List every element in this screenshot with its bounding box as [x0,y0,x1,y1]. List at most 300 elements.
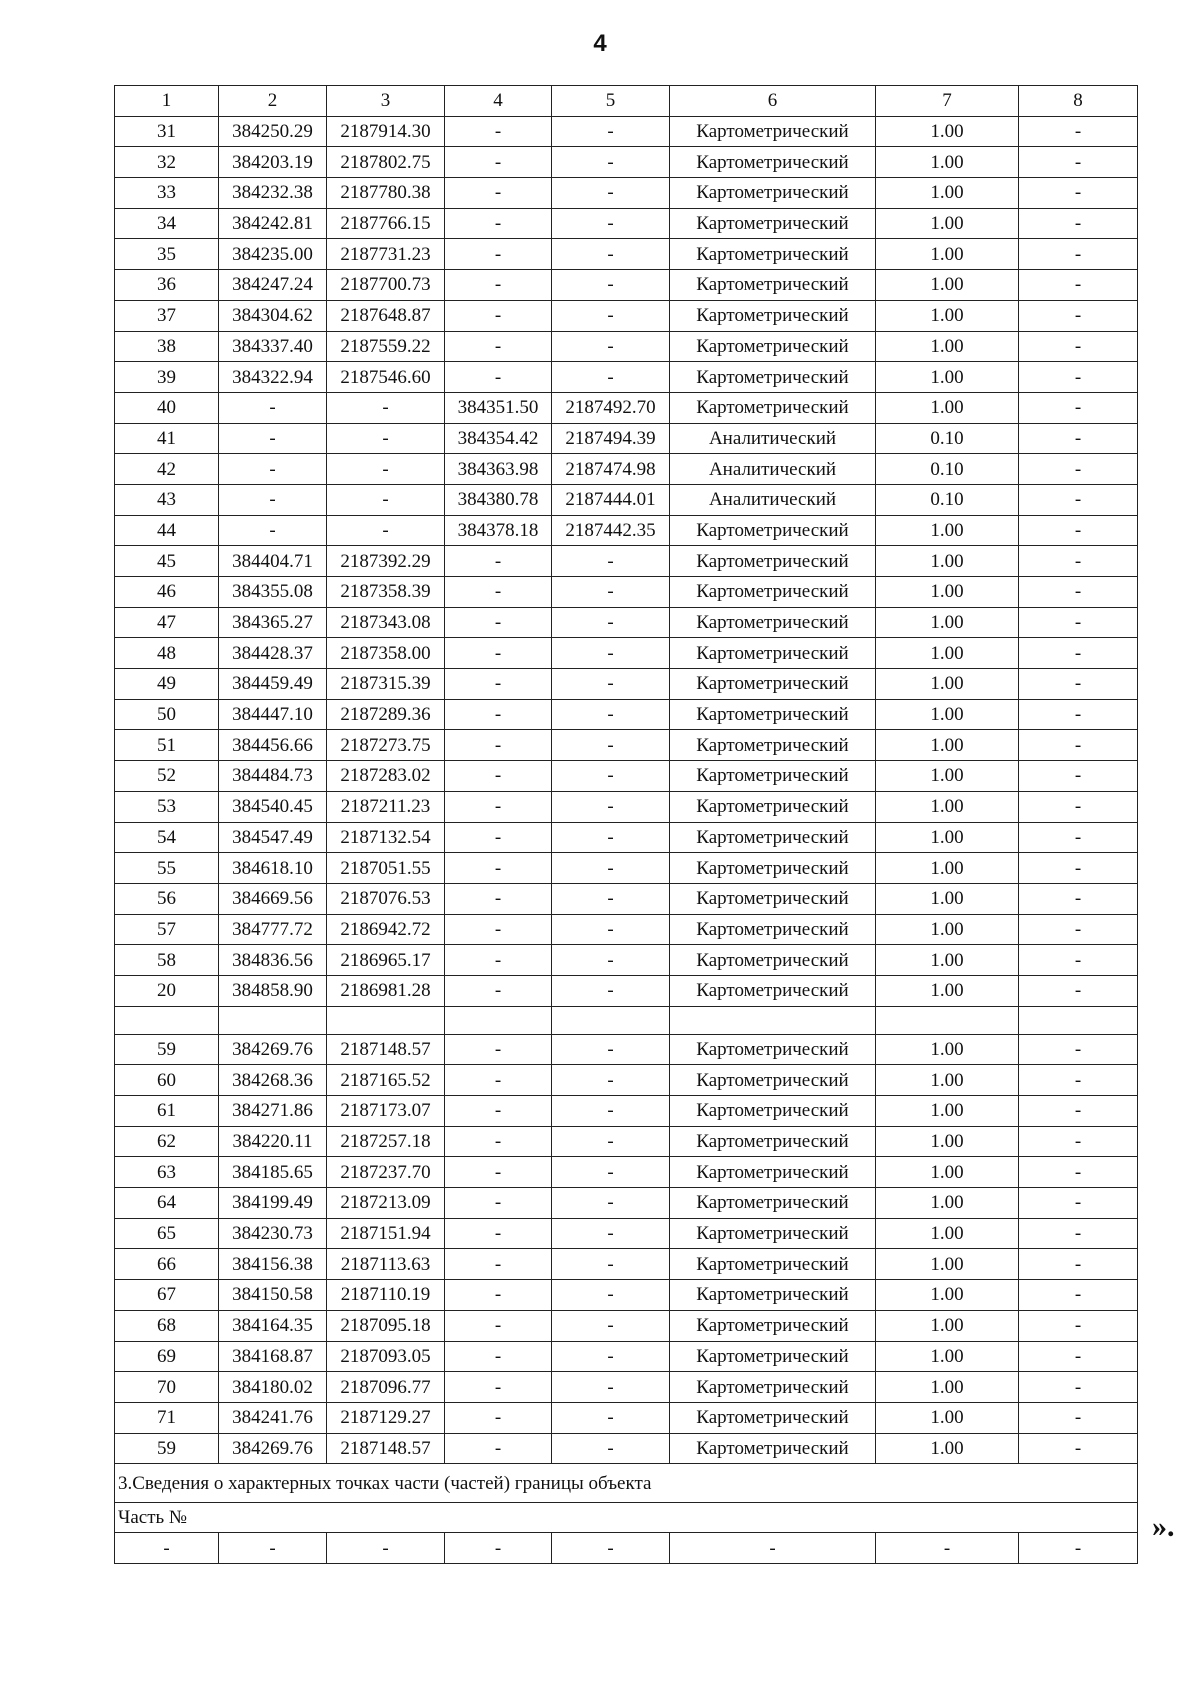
empty-part-row [115,1533,1138,1564]
table-cell: - [552,607,670,638]
table-cell: - [445,546,552,577]
table-cell: - [445,1433,552,1464]
table-cell: 68 [115,1310,219,1341]
table-cell: 384669.56 [219,883,327,914]
table-cell: 2187237.70 [327,1157,445,1188]
table-cell: - [1019,208,1138,239]
table-row [115,1218,1138,1249]
table-cell: 1.00 [876,147,1019,178]
table-cell: - [1019,1126,1138,1157]
table-cell: - [552,1372,670,1403]
table-cell: 20 [115,975,219,1006]
table-cell: - [552,730,670,761]
table-cell: Картометрический [670,607,876,638]
table-cell: - [1019,362,1138,393]
table-cell: - [445,1372,552,1403]
table-cell: 384459.49 [219,669,327,700]
table-cell: 31 [115,116,219,147]
table-cell: - [552,1249,670,1280]
table-cell: - [552,147,670,178]
table-cell: - [445,1188,552,1219]
table-cell: Картометрический [670,669,876,700]
header-cell: 1 [115,86,219,117]
table-cell: 1.00 [876,699,1019,730]
table-cell: - [445,1310,552,1341]
table-row [115,1280,1138,1311]
table-cell: - [1019,730,1138,761]
table-cell: 2187213.09 [327,1188,445,1219]
table-row [115,945,1138,976]
table-cell: 62 [115,1126,219,1157]
table-cell: - [327,392,445,423]
table-cell: 49 [115,669,219,700]
table-cell: - [1019,638,1138,669]
table-cell: 69 [115,1341,219,1372]
table-cell: 2187442.35 [552,515,670,546]
table-cell: 60 [115,1065,219,1096]
header-cell: 8 [1019,86,1138,117]
table-cell: 1.00 [876,116,1019,147]
table-cell: 2187392.29 [327,546,445,577]
header-cell: 5 [552,86,670,117]
table-cell: - [445,300,552,331]
table-row [115,914,1138,945]
table-cell: - [445,791,552,822]
table-cell: 2187358.39 [327,577,445,608]
table-row [115,116,1138,147]
table-cell: 1.00 [876,1341,1019,1372]
table-cell: 1.00 [876,1280,1019,1311]
table-cell: 384241.76 [219,1402,327,1433]
table-cell: 2187148.57 [327,1034,445,1065]
table-cell: - [1019,484,1138,515]
table-cell: Картометрический [670,822,876,853]
table-cell: - [445,761,552,792]
table-cell: Картометрический [670,1280,876,1311]
table-row [115,577,1138,608]
table-cell: - [1019,945,1138,976]
table-cell: 384220.11 [219,1126,327,1157]
table-cell: 42 [115,454,219,485]
table-cell: 1.00 [876,791,1019,822]
table-cell: 2187289.36 [327,699,445,730]
table-cell: - [219,454,327,485]
table-cell: 384777.72 [219,914,327,945]
table-row [115,484,1138,515]
page-number: 4 [593,30,607,57]
part-label: Часть № [115,1503,1138,1533]
table-cell: 1.00 [876,270,1019,301]
table-cell: - [327,423,445,454]
table-cell: - [115,1533,219,1564]
table-cell: Картометрический [670,1034,876,1065]
table-cell: 2187546.60 [327,362,445,393]
table-cell: 2187173.07 [327,1096,445,1127]
table-cell: 0.10 [876,484,1019,515]
table-row [115,730,1138,761]
table-cell: 2186965.17 [327,945,445,976]
table-row [115,791,1138,822]
section-title-row [115,1464,1138,1503]
table-cell: 384156.38 [219,1249,327,1280]
closing-quote-mark: ». [1152,1510,1175,1543]
table-cell: - [1019,791,1138,822]
table-cell: 1.00 [876,577,1019,608]
table-cell: 2187051.55 [327,853,445,884]
table-cell: 384354.42 [445,423,552,454]
table-cell: Картометрический [670,270,876,301]
table-cell: 65 [115,1218,219,1249]
table-cell [552,1006,670,1034]
table-row [115,208,1138,239]
table-cell: Картометрический [670,1372,876,1403]
table-cell: - [552,1065,670,1096]
table-body [115,86,1138,1564]
table-cell: - [445,1249,552,1280]
table-cell: 2187780.38 [327,178,445,209]
table-cell: - [219,484,327,515]
table-cell: - [1019,300,1138,331]
table-cell: - [1019,1065,1138,1096]
table-cell: Картометрический [670,239,876,270]
table-cell: 384540.45 [219,791,327,822]
table-cell: 1.00 [876,975,1019,1006]
table-cell: 384242.81 [219,208,327,239]
table-cell: 2187315.39 [327,669,445,700]
table-cell: - [1019,669,1138,700]
table-row [115,1310,1138,1341]
table-cell: - [1019,1157,1138,1188]
table-row [115,331,1138,362]
table-cell: 384322.94 [219,362,327,393]
table-cell: 384180.02 [219,1372,327,1403]
table-cell: - [1019,147,1138,178]
table-cell: - [552,1157,670,1188]
table-cell: - [552,546,670,577]
table-cell: 1.00 [876,1034,1019,1065]
table-cell: 384199.49 [219,1188,327,1219]
table-cell: - [1019,423,1138,454]
table-cell: - [1019,116,1138,147]
table-cell: Аналитический [670,423,876,454]
table-cell: - [552,883,670,914]
table-row [115,423,1138,454]
table-cell: 1.00 [876,638,1019,669]
table-row [115,1157,1138,1188]
table-cell: 384456.66 [219,730,327,761]
table-cell: - [1019,914,1138,945]
table-cell: - [1019,577,1138,608]
table-cell: 1.00 [876,853,1019,884]
table-cell: 384230.73 [219,1218,327,1249]
table-cell: 1.00 [876,1372,1019,1403]
table-cell: 2187096.77 [327,1372,445,1403]
table-cell: Картометрический [670,914,876,945]
table-cell: 384378.18 [445,515,552,546]
table-cell: 1.00 [876,239,1019,270]
table-cell: 2187700.73 [327,270,445,301]
table-cell: 1.00 [876,1402,1019,1433]
table-row [115,1126,1138,1157]
table-cell: - [552,1402,670,1433]
table-row [115,239,1138,270]
table-cell: - [1019,699,1138,730]
table-row [115,1096,1138,1127]
table-cell: 38 [115,331,219,362]
header-cell: 7 [876,86,1019,117]
table-cell: Картометрический [670,577,876,608]
table-cell [115,1006,219,1034]
table-cell: - [552,116,670,147]
table-cell: 36 [115,270,219,301]
table-cell: 2187802.75 [327,147,445,178]
table-cell: 2187211.23 [327,791,445,822]
table-cell: - [445,178,552,209]
table-cell: 384355.08 [219,577,327,608]
table-cell: - [1019,546,1138,577]
table-cell: - [445,607,552,638]
table-cell: - [552,1218,670,1249]
table-cell [876,1006,1019,1034]
table-cell: - [445,1034,552,1065]
table-cell: 63 [115,1157,219,1188]
table-cell: 1.00 [876,362,1019,393]
table-cell [219,1006,327,1034]
table-cell: 1.00 [876,300,1019,331]
table-cell: Картометрический [670,362,876,393]
table-cell: 1.00 [876,883,1019,914]
table-cell: - [552,1280,670,1311]
table-cell: 384235.00 [219,239,327,270]
table-cell: 384304.62 [219,300,327,331]
table-row [115,1402,1138,1433]
table-cell: 384164.35 [219,1310,327,1341]
table-cell: - [445,638,552,669]
table-cell: Аналитический [670,484,876,515]
table-cell: Картометрический [670,116,876,147]
table-cell: 1.00 [876,208,1019,239]
table-row [115,1188,1138,1219]
table-row [115,270,1138,301]
table-cell: 2187132.54 [327,822,445,853]
coordinates-table [114,85,1138,1564]
table-cell: - [219,1533,327,1564]
table-cell: - [445,1280,552,1311]
table-cell: 2187165.52 [327,1065,445,1096]
table-row [115,638,1138,669]
table-row [115,1034,1138,1065]
table-cell: - [1019,1433,1138,1464]
table-cell: 2187914.30 [327,116,445,147]
table-cell: - [552,208,670,239]
table-row [115,699,1138,730]
table-cell: 1.00 [876,1249,1019,1280]
table-cell: Аналитический [670,454,876,485]
table-cell: Картометрический [670,761,876,792]
table-cell: Картометрический [670,945,876,976]
table-cell: - [445,331,552,362]
table-cell: 2186942.72 [327,914,445,945]
table-cell: 2187113.63 [327,1249,445,1280]
table-row [115,853,1138,884]
table-cell: - [552,914,670,945]
table-cell: - [552,270,670,301]
table-cell: Картометрический [670,1126,876,1157]
table-cell: Картометрический [670,208,876,239]
table-cell: 384269.76 [219,1034,327,1065]
table-cell: Картометрический [670,791,876,822]
table-row [115,1249,1138,1280]
table-cell: - [552,577,670,608]
table-cell: - [1019,1533,1138,1564]
table-cell: 384351.50 [445,392,552,423]
table-cell: 39 [115,362,219,393]
table-cell: 47 [115,607,219,638]
table-cell: - [445,362,552,393]
table-cell: 384484.73 [219,761,327,792]
table-row [115,822,1138,853]
table-row [115,300,1138,331]
table-cell: 54 [115,822,219,853]
table-cell: - [1019,1249,1138,1280]
table-cell: 32 [115,147,219,178]
table-cell: - [552,1310,670,1341]
table-cell: - [552,791,670,822]
table-cell: 2187129.27 [327,1402,445,1433]
table-cell: 52 [115,761,219,792]
table-cell: - [1019,1310,1138,1341]
table-cell: - [445,239,552,270]
table-cell: - [445,1157,552,1188]
table-cell: 384447.10 [219,699,327,730]
table-cell: - [1019,1188,1138,1219]
table-cell: 50 [115,699,219,730]
table-cell: 384547.49 [219,822,327,853]
table-cell: Картометрический [670,331,876,362]
table-cell: - [445,945,552,976]
table-cell: 46 [115,577,219,608]
table-cell [1019,1006,1138,1034]
table-cell: - [445,853,552,884]
table-cell: 384269.76 [219,1433,327,1464]
table-cell: - [445,1096,552,1127]
table-row [115,1372,1138,1403]
table-cell: 33 [115,178,219,209]
table-cell: - [1019,331,1138,362]
table-cell: 2187492.70 [552,392,670,423]
header-cell: 6 [670,86,876,117]
table-cell: 43 [115,484,219,515]
table-cell: - [1019,607,1138,638]
table-cell: 59 [115,1034,219,1065]
table-cell: - [1019,270,1138,301]
table-cell: 1.00 [876,1433,1019,1464]
table-cell: - [552,362,670,393]
table-cell: 2187358.00 [327,638,445,669]
table-cell: 1.00 [876,1310,1019,1341]
table-cell: 2187283.02 [327,761,445,792]
table-cell: 0.10 [876,454,1019,485]
table-cell: - [552,300,670,331]
table-cell: Картометрический [670,147,876,178]
table-cell: - [1019,1341,1138,1372]
table-cell: - [445,1065,552,1096]
table-cell: - [552,331,670,362]
table-cell: 2186981.28 [327,975,445,1006]
table-cell: 384250.29 [219,116,327,147]
table-cell: - [552,761,670,792]
table-cell: 1.00 [876,914,1019,945]
table-cell: - [445,669,552,700]
table-cell: 58 [115,945,219,976]
table-cell: - [1019,1218,1138,1249]
table-cell [670,1006,876,1034]
table-cell: 35 [115,239,219,270]
table-cell: 2187474.98 [552,454,670,485]
table-cell: Картометрический [670,638,876,669]
table-cell: 67 [115,1280,219,1311]
table-cell: - [1019,761,1138,792]
table-cell: 45 [115,546,219,577]
table-cell: - [445,699,552,730]
table-cell: 1.00 [876,1218,1019,1249]
header-cell: 2 [219,86,327,117]
table-cell: 2187559.22 [327,331,445,362]
table-cell: 34 [115,208,219,239]
table-cell: 71 [115,1402,219,1433]
table-cell: 384618.10 [219,853,327,884]
table-cell: 384185.65 [219,1157,327,1188]
table-cell: 61 [115,1096,219,1127]
table-cell: - [552,975,670,1006]
table-cell: - [1019,239,1138,270]
table-row [115,883,1138,914]
table-cell: 1.00 [876,1065,1019,1096]
table-cell: Картометрический [670,975,876,1006]
table-cell: 1.00 [876,546,1019,577]
table-row [115,362,1138,393]
table-cell: - [445,147,552,178]
table-cell: Картометрический [670,853,876,884]
table-row [115,1341,1138,1372]
table-cell: Картометрический [670,1157,876,1188]
table-cell: 2187444.01 [552,484,670,515]
table-cell: - [445,1533,552,1564]
table-cell: 2187151.94 [327,1218,445,1249]
table-cell: 384247.24 [219,270,327,301]
table-cell: 53 [115,791,219,822]
table-cell: - [670,1533,876,1564]
table-cell: 1.00 [876,1096,1019,1127]
table-cell: - [552,1341,670,1372]
table-cell: Картометрический [670,1188,876,1219]
table-row [115,607,1138,638]
table-cell: 384428.37 [219,638,327,669]
table-row [115,454,1138,485]
table-cell: - [445,883,552,914]
table-cell: Картометрический [670,1341,876,1372]
table-cell: Картометрический [670,515,876,546]
table-cell: - [219,392,327,423]
table-cell: - [1019,1372,1138,1403]
table-cell: 2187343.08 [327,607,445,638]
table-cell: 66 [115,1249,219,1280]
table-cell: - [1019,853,1138,884]
table-cell: 40 [115,392,219,423]
table-cell: 384858.90 [219,975,327,1006]
table-cell: - [327,454,445,485]
table-cell: - [1019,1034,1138,1065]
